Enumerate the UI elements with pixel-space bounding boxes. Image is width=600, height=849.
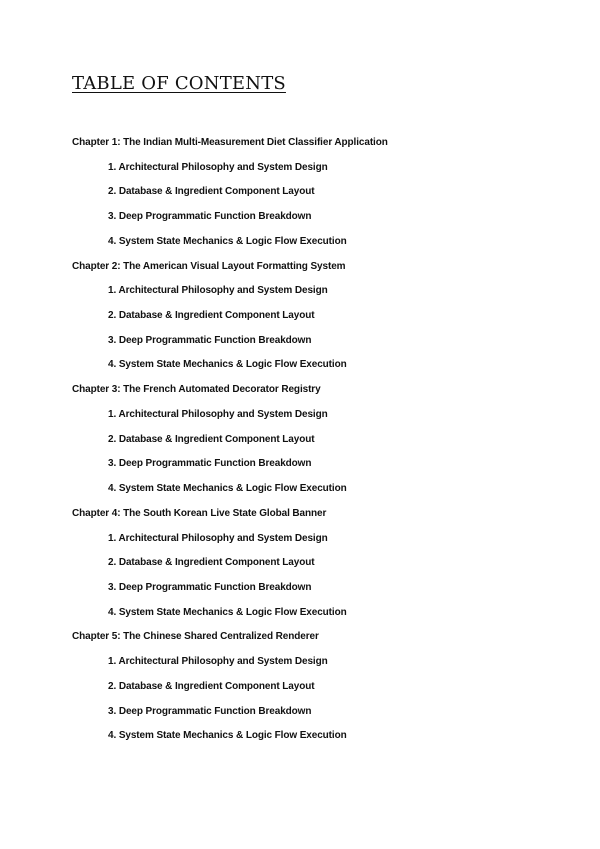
toc-section-1-4: 4. System State Mechanics & Logic Flow Execution bbox=[108, 235, 347, 247]
toc-section-5-2: 2. Database & Ingredient Component Layout bbox=[108, 680, 315, 692]
toc-section-4-4: 4. System State Mechanics & Logic Flow Execution bbox=[108, 606, 347, 618]
toc-section-2-2: 2. Database & Ingredient Component Layout bbox=[108, 310, 315, 322]
toc-section-1-3: 3. Deep Programmatic Function Breakdown bbox=[108, 211, 312, 223]
toc-section-2-1: 1. Architectural Philosophy and System Design bbox=[108, 285, 328, 297]
toc-chapter-3: Chapter 3: The French Automated Decorator Registry bbox=[72, 384, 321, 396]
table-of-contents bbox=[72, 131, 572, 749]
toc-section-3-1: 1. Architectural Philosophy and System Design bbox=[108, 408, 328, 420]
toc-chapter-5: Chapter 5: The Chinese Shared Centralized Renderer bbox=[72, 631, 319, 643]
toc-section-3-4: 4. System State Mechanics & Logic Flow Execution bbox=[108, 483, 347, 495]
toc-section-3-2: 2. Database & Ingredient Component Layout bbox=[108, 433, 315, 445]
toc-section-3-3: 3. Deep Programmatic Function Breakdown bbox=[108, 458, 312, 470]
toc-section-4-3: 3. Deep Programmatic Function Breakdown bbox=[108, 581, 312, 593]
page-title: TABLE OF CONTENTS bbox=[72, 73, 286, 94]
toc-section-5-1: 1. Architectural Philosophy and System Design bbox=[108, 656, 328, 668]
toc-section-2-4: 4. System State Mechanics & Logic Flow Execution bbox=[108, 359, 347, 371]
toc-chapter-4: Chapter 4: The South Korean Live State Global Banner bbox=[72, 507, 327, 519]
toc-section-2-3: 3. Deep Programmatic Function Breakdown bbox=[108, 334, 312, 346]
toc-section-1-2: 2. Database & Ingredient Component Layout bbox=[108, 186, 315, 198]
toc-section-4-2: 2. Database & Ingredient Component Layout bbox=[108, 557, 315, 569]
toc-section-5-4: 4. System State Mechanics & Logic Flow Execution bbox=[108, 730, 347, 742]
toc-chapter-1: Chapter 1: The Indian Multi-Measurement Diet Classifier Application bbox=[72, 137, 388, 148]
toc-section-5-3: 3. Deep Programmatic Function Breakdown bbox=[108, 705, 312, 717]
toc-section-1-1: 1. Architectural Philosophy and System Design bbox=[108, 161, 328, 173]
toc-section-4-1: 1. Architectural Philosophy and System Design bbox=[108, 532, 328, 544]
toc-chapter-2: Chapter 2: The American Visual Layout Formatting System bbox=[72, 260, 346, 272]
